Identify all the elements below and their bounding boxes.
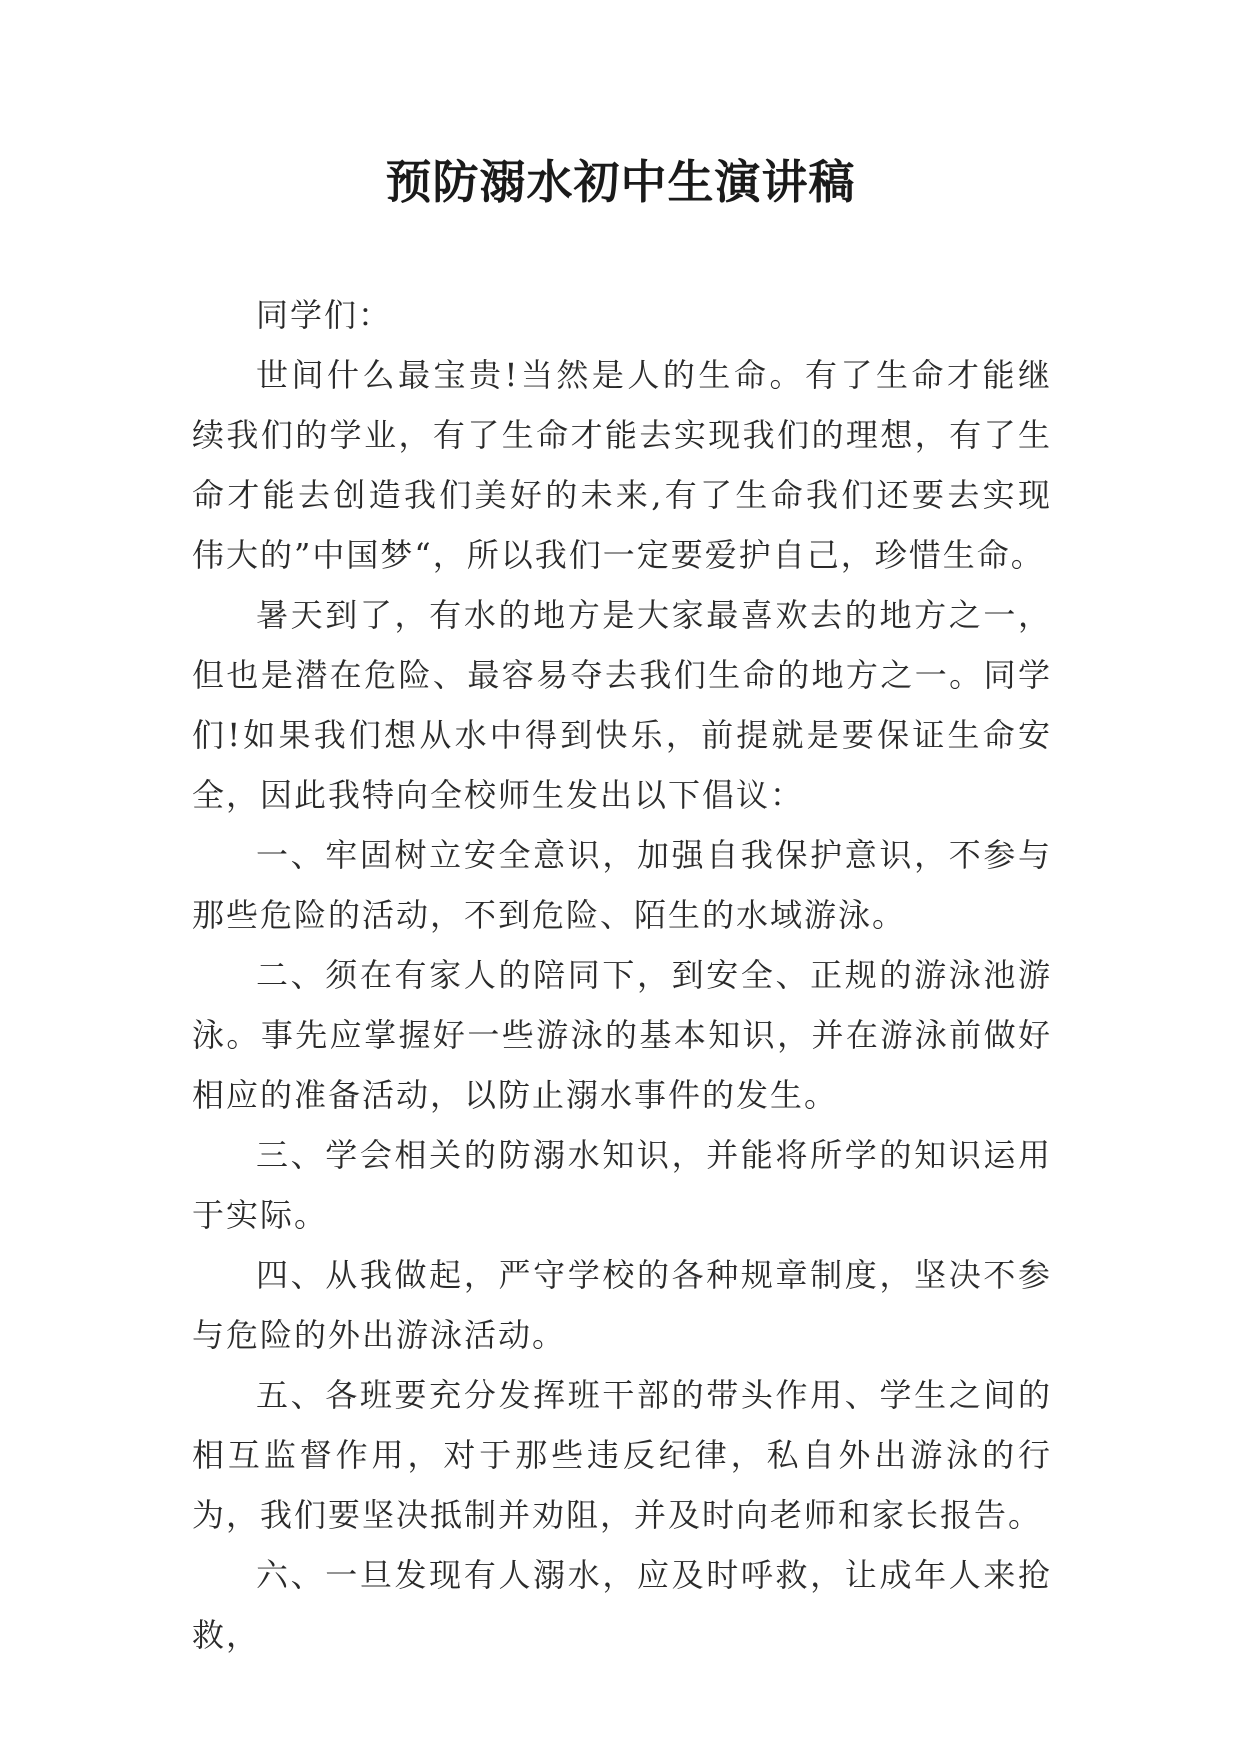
paragraph-summer: 暑天到了，有水的地方是大家最喜欢去的地方之一，但也是潜在危险、最容易夺去我们生命的地方之一。同学们!如果我们想从水中得到快乐，前提就是要保证生命安全，因此我特向全校师生发出以下倡议： (192, 596, 1052, 814)
paragraph-intro: 世间什么最宝贵!当然是人的生命。有了生命才能继续我们的学业，有了生命才能去实现我们的理想，有了生命才能去创造我们美好的未来,有了生命我们还要去实现伟大的”中国梦“，所以我们一定要爱护自己，珍惜生命。 (192, 356, 1052, 574)
paragraph-item-1: 一、牢固树立安全意识，加强自我保护意识，不参与那些危险的活动，不到危险、陌生的水域游泳。 (192, 836, 1052, 934)
paragraph-item-2: 二、须在有家人的陪同下，到安全、正规的游泳池游泳。事先应掌握好一些游泳的基本知识，并在游泳前做好相应的准备活动，以防止溺水事件的发生。 (192, 956, 1052, 1114)
paragraph-item-4: 四、从我做起，严守学校的各种规章制度，坚决不参与危险的外出游泳活动。 (192, 1256, 1052, 1354)
paragraph-item-3: 三、学会相关的防溺水知识，并能将所学的知识运用于实际。 (192, 1136, 1052, 1234)
paragraph-item-6: 六、一旦发现有人溺水，应及时呼救，让成年人来抢救， (192, 1556, 1052, 1654)
document-title: 预防溺水初中生演讲稿 (385, 155, 856, 209)
paragraph-item-5: 五、各班要充分发挥班干部的带头作用、学生之间的相互监督作用，对于那些违反纪律，私自外出游泳的行为，我们要坚决抵制并劝阻，并及时向老师和家长报告。 (192, 1376, 1052, 1534)
paragraph-greeting: 同学们： (256, 296, 393, 334)
document-body (192, 285, 1052, 1665)
